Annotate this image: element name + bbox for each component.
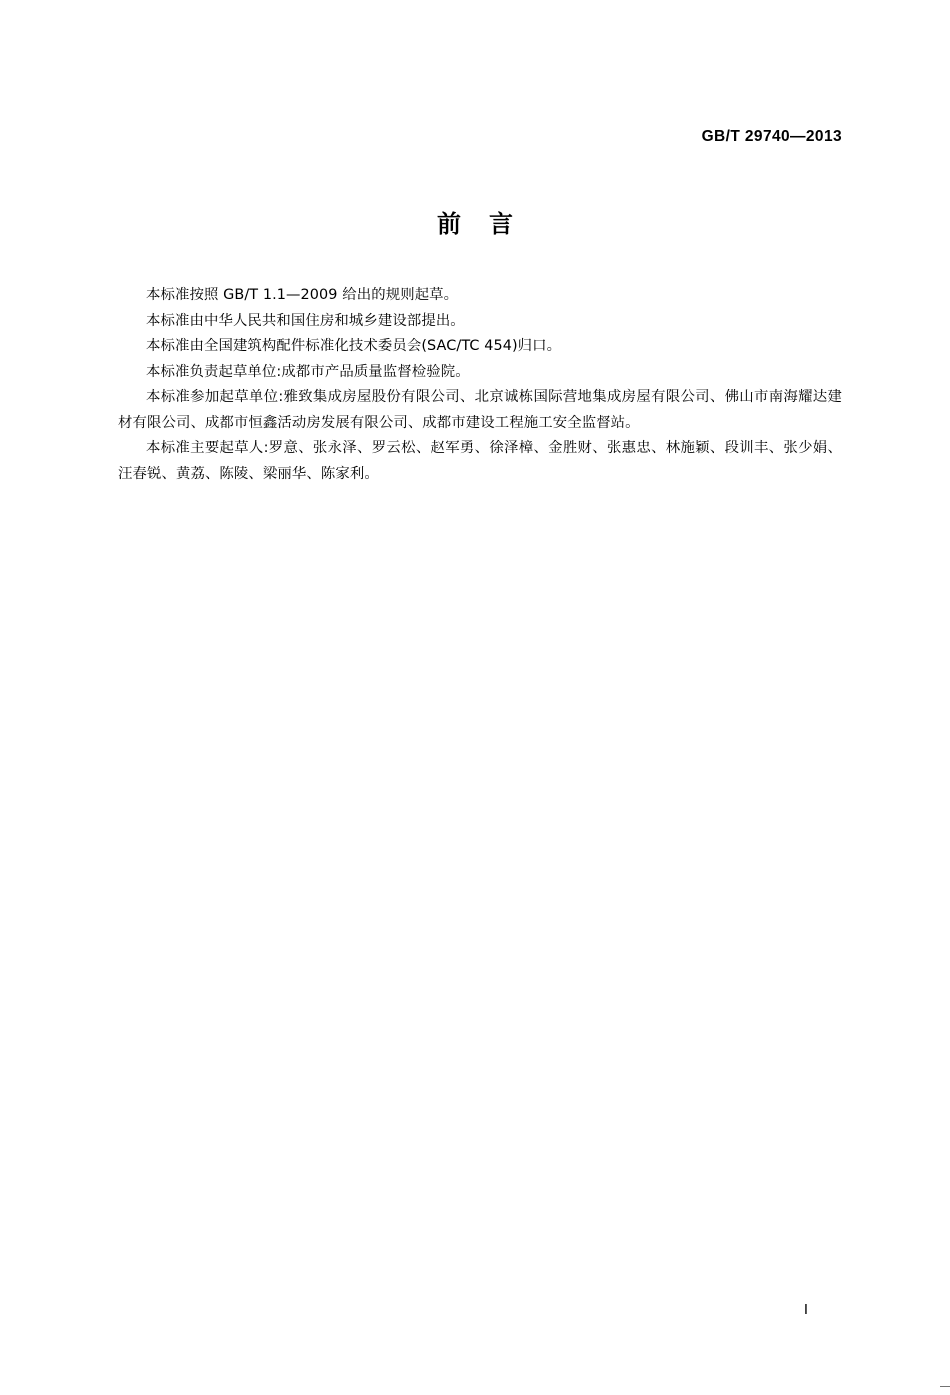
- paragraph: 本标准参加起草单位:雅致集成房屋股份有限公司、北京诚栋国际营地集成房屋有限公司、佛山市南海耀达建材有限公司、成都市恒鑫活动房发展有限公司、成都市建设工程施工安全监督站。: [118, 389, 842, 431]
- foreword-body: [118, 283, 842, 487]
- page-title: 前言: [437, 210, 541, 238]
- edge-mark: [940, 1386, 950, 1387]
- paragraph: 本标准负责起草单位:成都市产品质量监督检验院。: [146, 363, 470, 380]
- paragraph: 本标准按照 GB/T 1.1—2009 给出的规则起草。: [146, 287, 459, 303]
- paragraph: 本标准由中华人民共和国住房和城乡建设部提出。: [146, 312, 465, 329]
- page-number: Ⅰ: [803, 1303, 808, 1318]
- paragraph: 本标准由全国建筑构配件标准化技术委员会(SAC/TC 454)归口。: [146, 338, 562, 354]
- page-header-standard-number: GB/T 29740—2013: [701, 128, 842, 145]
- paragraph: 本标准主要起草人:罗意、张永泽、罗云松、赵军勇、徐泽樟、金胜财、张惠忠、林施颖、段训丰、张少娟、汪春锐、黄荔、陈陵、梁丽华、陈家利。: [118, 440, 842, 482]
